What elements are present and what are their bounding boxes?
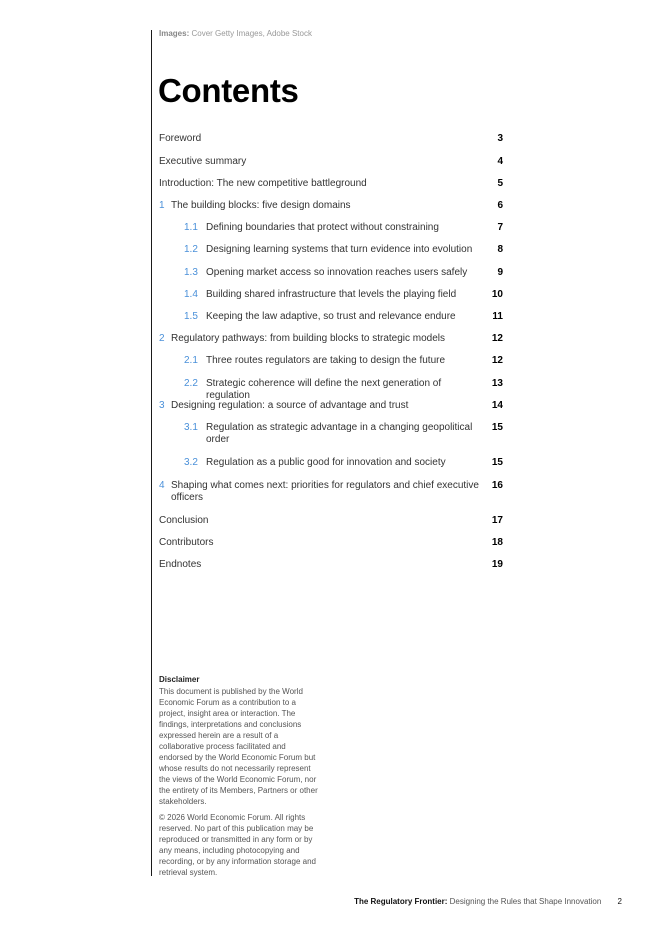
toc-entry-number: 4 [159,480,165,491]
toc-entry-page: 9 [497,267,503,278]
copyright-paragraph: © 2026 World Economic Forum. All rights reserved. No part of this publication may be reproduced or transmitted in any form or by any means, including photocopying and recording, or by any information storage and retrieval system. [159,813,316,877]
footer-title-rest: Designing the Rules that Shape Innovation [449,897,602,906]
toc-entry-page: 13 [491,378,503,389]
toc-entry-label: Contributors [159,537,214,548]
disclaimer-paragraph: This document is published by the World Economic Forum as a contribution to a project, insight area or interaction. The findings, interpretations and conclusions expressed herein are a result of a collaborative process facilitated and endorsed by the World Economic Forum but whose results do not necessarily represent the views of the World Economic Forum, nor the entirety of its Members, Partners or other stakeholders. [159,687,318,806]
toc-entry-page: 15 [491,457,503,468]
toc-entry-label: Strategic coherence will define the next generation of regulation [206,378,442,401]
toc-entry-number: 3 [159,400,165,411]
toc-entry-number: 1 [159,200,165,211]
toc-entry-number: 1.2 [184,244,198,255]
toc-entry-page: 7 [497,222,503,233]
toc-entry-label: Keeping the law adaptive, so trust and relevance endure [206,311,456,322]
toc-entry-label: Foreword [159,133,202,144]
toc-entry-page: 12 [491,333,503,344]
toc-entry-page: 18 [491,537,503,548]
toc-entry-page: 11 [492,311,503,322]
footer-page-number: 2 [617,897,622,906]
toc-entry-page: 12 [491,355,503,366]
toc-entry-label: The building blocks: five design domains [171,200,351,211]
toc-entry-page: 10 [491,289,503,300]
toc-entry-label: Endnotes [159,559,202,570]
toc-entry-label: Regulatory pathways: from building blocks to strategic models [171,333,446,344]
toc-entry-number: 2 [159,333,165,344]
image-credits [159,29,312,38]
toc-entry-label: Shaping what comes next: priorities for regulators and chief executive officers [171,480,479,503]
toc-entry-page: 16 [491,480,503,491]
toc-entry-number: 3.2 [184,457,198,468]
toc-entry-page: 8 [497,244,503,255]
page-title: Contents [158,72,299,109]
toc-entry-page: 19 [491,559,503,570]
toc-entry-page: 15 [491,422,503,433]
toc-entry-number: 2.2 [184,378,198,389]
toc-entry-label: Regulation as a public good for innovation and society [206,457,446,468]
toc-entry-page: 14 [491,400,503,411]
toc-entry-page: 4 [497,156,503,167]
page-footer [354,897,622,906]
toc-entry-label: Introduction: The new competitive battleground [159,178,367,189]
disclaimer-heading: Disclaimer [159,675,200,684]
toc-entry-label: Conclusion [159,515,209,526]
toc-entry-label: Building shared infrastructure that levels the playing field [206,289,457,300]
toc-entry-page: 5 [497,178,503,189]
image-credits-label: Images: [159,29,190,38]
toc-entry-label: Regulation as strategic advantage in a changing geopolitical order [206,422,473,445]
image-credits-text: Cover Getty Images, Adobe Stock [191,29,312,38]
toc-entry-number: 2.1 [184,355,198,366]
toc-entry-label: Three routes regulators are taking to design the future [206,355,446,366]
toc-entry-label: Opening market access so innovation reaches users safely [206,267,468,278]
toc-entry-page: 17 [491,515,503,526]
toc-entry-page: 6 [497,200,503,211]
toc-entry-label: Defining boundaries that protect without constraining [206,222,439,233]
footer-title-bold: The Regulatory Frontier: [354,897,448,906]
toc-entry-number: 1.5 [184,311,198,322]
toc-entry-label: Designing regulation: a source of advantage and trust [171,400,409,411]
toc-entry-number: 1.3 [184,267,198,278]
toc-entry-number: 3.1 [184,422,198,433]
vertical-divider-rule [151,30,152,876]
toc-entry-number: 1.1 [184,222,198,233]
toc-entry-number: 1.4 [184,289,198,300]
toc-entry-label: Designing learning systems that turn evidence into evolution [206,244,473,255]
toc-entry-page: 3 [497,133,503,144]
toc-entry-label: Executive summary [159,156,247,167]
disclaimer-block [159,674,319,883]
